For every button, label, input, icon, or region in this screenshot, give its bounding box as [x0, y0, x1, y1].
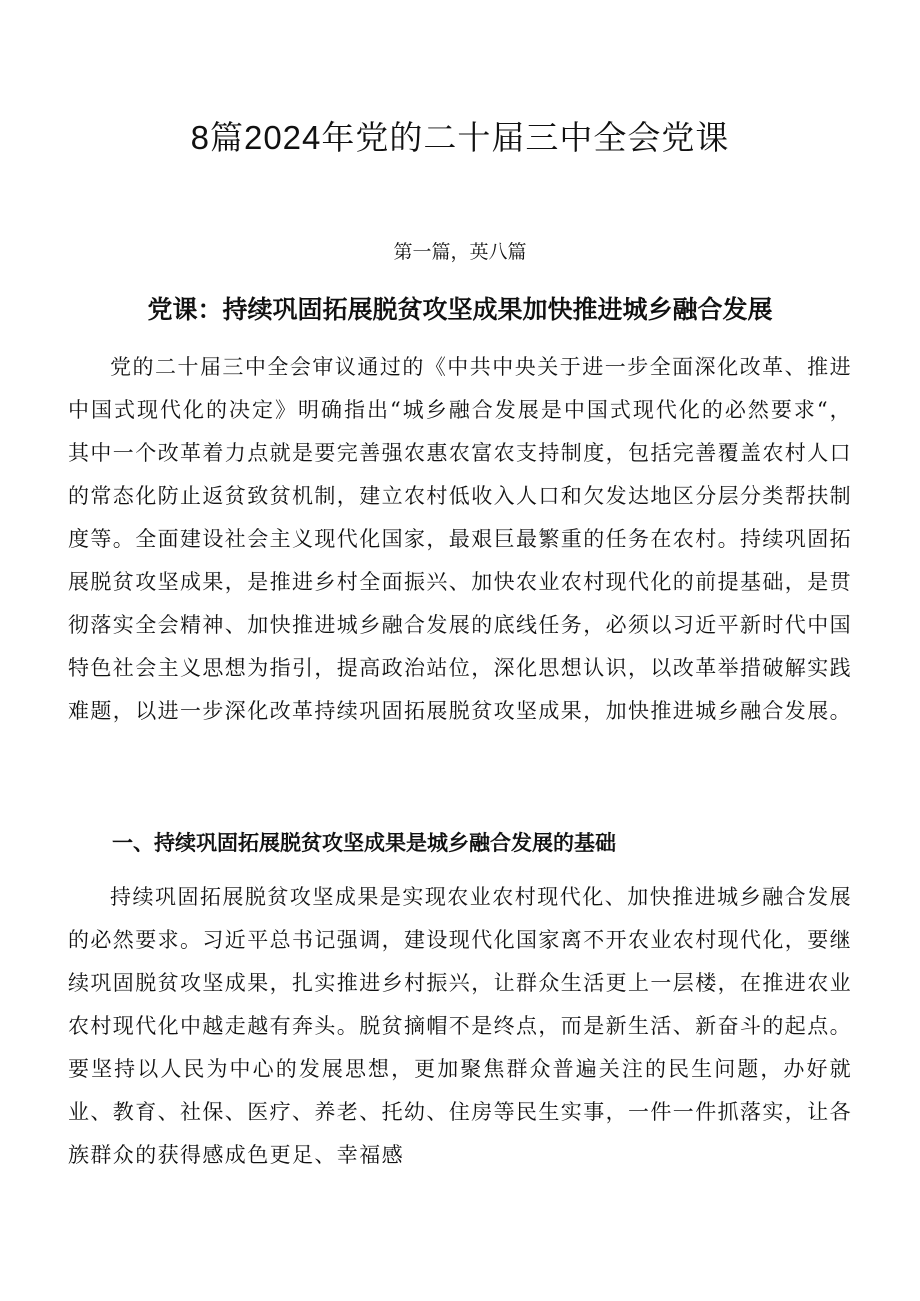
subsection-heading: 一、持续巩固拓展脱贫攻坚成果是城乡融合发展的基础 — [112, 832, 616, 855]
body-paragraph-intro: 党的二十届三中全会审议通过的《中共中央关于进一步全面深化改革、推进中国式现代化的决定》明确指出“城乡融合发展是中国式现代化的必然要求“，其中一个改革着力点就是要完善强农惠农富农支持制度，包括完善覆盖农村人口的常态化防止返贫致贫机制，建立农村低收入人口和欠发达地区分层分类帮扶制度等。全面建设社会主义现代化国家，最艰巨最繁重的任务在农村。持续巩固拓展脱贫攻坚成果，是推进乡村全面振兴、加快农业农村现代化的前提基础，是贯彻落实全会精神、加快推进城乡融合发展的底线任务，必须以习近平新时代中国特色社会主义思想为指引，提高政治站位，深化思想认识，以改革举措破解实践难题，以进一步深化改革持续巩固拓展脱贫攻坚成果，加快推进城乡融合发展。 — [68, 355, 852, 723]
section-title: 党课：持续巩固拓展脱贫攻坚成果加快推进城乡融合发展 — [147, 296, 773, 324]
document-title: 8篇2024年党的二十届三中全会党课 — [190, 119, 730, 156]
body-paragraph: 持续巩固拓展脱贫攻坚成果是实现农业农村现代化、加快推进城乡融合发展的必然要求。习近平总书记强调，建设现代化国家离不开农业农村现代化，要继续巩固脱贫攻坚成果，扎实推进乡村振兴，让群众生活更上一层楼，在推进农业农村现代化中越走越有奔头。脱贫摘帽不是终点，而是新生活、新奋斗的起点。要坚持以人民为中心的发展思想，更加聚焦群众普遍关注的民生问题，办好就业、教育、社保、医疗、养老、托幼、住房等民生实事，一件一件抓落实，让各族群众的获得感成色更足、幸福感 — [68, 885, 852, 1167]
chapter-label: 第一篇，英八篇 — [393, 241, 527, 263]
